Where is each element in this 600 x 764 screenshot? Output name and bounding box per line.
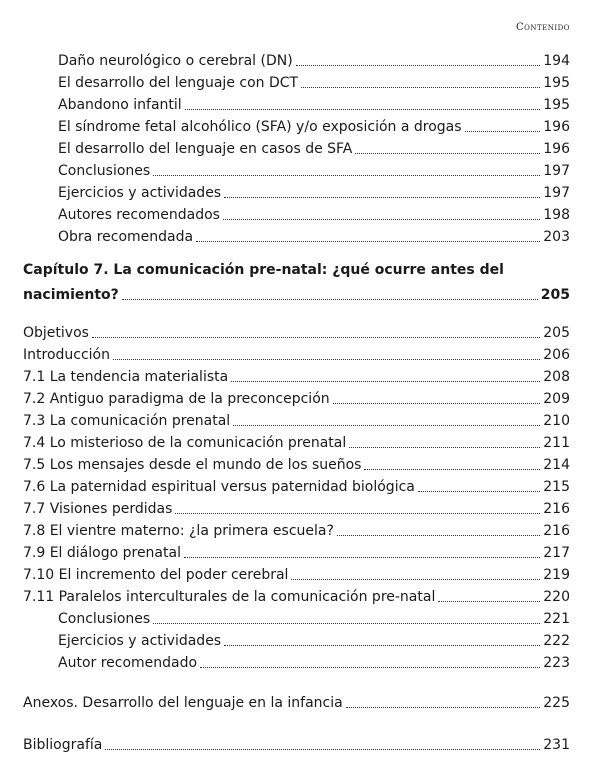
toc-entry-page: 206 xyxy=(543,347,570,363)
dot-leader xyxy=(200,667,540,668)
toc-entry[interactable] xyxy=(58,114,570,136)
toc-entry-page: 205 xyxy=(540,287,570,303)
toc-entry-page: 203 xyxy=(543,229,570,245)
toc-entry[interactable] xyxy=(58,92,570,114)
toc-entry-title: 7.9 El diálogo prenatal xyxy=(23,545,181,561)
toc-entry-title: 7.7 Visiones perdidas xyxy=(23,501,173,517)
toc-entry[interactable] xyxy=(23,540,570,562)
toc-entry-title: Ejercicios y actividades xyxy=(58,633,222,649)
toc-entry-page: 219 xyxy=(543,567,570,583)
dot-leader xyxy=(184,557,540,558)
dot-leader xyxy=(153,175,540,176)
toc-entry[interactable] xyxy=(58,180,570,202)
toc-entry-title: Conclusiones xyxy=(58,611,151,627)
toc-entry-anexos[interactable] xyxy=(23,690,570,712)
toc-entry-title: 7.1 La tendencia materialista xyxy=(23,369,229,385)
dot-leader xyxy=(333,403,541,404)
dot-leader xyxy=(346,707,541,708)
toc-entry-page: 216 xyxy=(543,523,570,539)
dot-leader xyxy=(223,219,540,220)
toc-entry-page: 211 xyxy=(543,435,570,451)
dot-leader xyxy=(224,197,540,198)
toc-entry-page: 209 xyxy=(543,391,570,407)
toc-entry[interactable] xyxy=(23,452,570,474)
toc-entry-page: 196 xyxy=(543,119,570,135)
toc-entry-page: 220 xyxy=(543,589,570,605)
toc-entry-page: 225 xyxy=(543,695,570,711)
dot-leader xyxy=(196,241,540,242)
toc-entry-title: 7.5 Los mensajes desde el mundo de los sueños xyxy=(23,457,362,473)
dot-leader xyxy=(337,535,540,536)
toc-entry[interactable] xyxy=(58,628,570,650)
dot-leader xyxy=(105,749,540,750)
toc-entry-page: 221 xyxy=(543,611,570,627)
toc-entry-title: 7.3 La comunicación prenatal xyxy=(23,413,231,429)
dot-leader xyxy=(185,109,541,110)
dot-leader xyxy=(364,469,540,470)
toc-entry-title: 7.11 Paralelos interculturales de la comunicación pre-natal xyxy=(23,589,436,605)
dot-leader xyxy=(291,579,540,580)
toc-entry-page: 197 xyxy=(543,185,570,201)
dot-leader xyxy=(113,359,540,360)
toc-entry-page: 208 xyxy=(543,369,570,385)
toc-entry-title: nacimiento? xyxy=(23,287,119,303)
toc-entry[interactable] xyxy=(58,70,570,92)
chapter-heading[interactable]: Capítulo 7. La comunicación pre-natal: ¿qué ocurre antes del xyxy=(23,262,504,278)
toc-entry-bibliografia[interactable] xyxy=(23,732,570,754)
toc-entry-page: 195 xyxy=(543,75,570,91)
toc-entry-title: Anexos. Desarrollo del lenguaje en la infancia xyxy=(23,695,343,711)
toc-entry-title: Ejercicios y actividades xyxy=(58,185,222,201)
toc-entry[interactable] xyxy=(58,136,570,158)
toc-entry-title: El desarrollo del lenguaje en casos de SFA xyxy=(58,141,353,157)
toc-entry-page: 222 xyxy=(543,633,570,649)
toc-entry[interactable] xyxy=(58,202,570,224)
toc-entry-title: Obra recomendada xyxy=(58,229,194,245)
toc-entry-page: 198 xyxy=(543,207,570,223)
dot-leader xyxy=(296,65,541,66)
toc-entry-page: 197 xyxy=(543,163,570,179)
toc-entry-title: 7.2 Antiguo paradigma de la preconcepción xyxy=(23,391,330,407)
toc-entry[interactable] xyxy=(58,606,570,628)
toc-entry-title: El desarrollo del lenguaje con DCT xyxy=(58,75,299,91)
toc-entry-page: 205 xyxy=(543,325,570,341)
dot-leader xyxy=(349,447,540,448)
dot-leader xyxy=(301,87,540,88)
toc-entry[interactable] xyxy=(58,650,570,672)
toc-entry-page: 217 xyxy=(543,545,570,561)
toc-entry[interactable] xyxy=(58,224,570,246)
running-header: Contenido xyxy=(515,22,570,33)
toc-entry-page: 194 xyxy=(543,53,570,69)
toc-entry-page: 214 xyxy=(543,457,570,473)
dot-leader xyxy=(231,381,540,382)
toc-entry-title: Introducción xyxy=(23,347,110,363)
toc-entry-title: Autor recomendado xyxy=(58,655,198,671)
toc-entry[interactable] xyxy=(23,386,570,408)
toc-entry-title: Bibliografía xyxy=(23,737,103,753)
dot-leader xyxy=(153,623,540,624)
toc-entry-page: 216 xyxy=(543,501,570,517)
dot-leader xyxy=(465,131,541,132)
toc-entry[interactable] xyxy=(23,342,570,364)
toc-entry-title: 7.10 El incremento del poder cerebral xyxy=(23,567,289,583)
toc-entry[interactable] xyxy=(23,430,570,452)
dot-leader xyxy=(224,645,540,646)
toc-entry-page: 196 xyxy=(543,141,570,157)
toc-entry-title: Autores recomendados xyxy=(58,207,220,223)
toc-entry[interactable] xyxy=(23,408,570,430)
toc-entry[interactable] xyxy=(23,562,570,584)
toc-entry[interactable] xyxy=(23,320,570,342)
toc-entry-page: 210 xyxy=(543,413,570,429)
dot-leader xyxy=(175,513,540,514)
dot-leader xyxy=(233,425,540,426)
toc-entry-title: 7.4 Lo misterioso de la comunicación prenatal xyxy=(23,435,347,451)
toc-entry-page: 195 xyxy=(543,97,570,113)
toc-entry-title: 7.8 El vientre materno: ¿la primera escuela? xyxy=(23,523,334,539)
toc-entry-page: 231 xyxy=(543,737,570,753)
toc-entry-page: 223 xyxy=(543,655,570,671)
toc-entry-title: Daño neurológico o cerebral (DN) xyxy=(58,53,293,69)
toc-entry[interactable] xyxy=(23,496,570,518)
toc-entry[interactable] xyxy=(23,518,570,540)
toc-entry[interactable] xyxy=(58,158,570,180)
dot-leader xyxy=(92,337,540,338)
toc-entry-title: 7.6 La paternidad espiritual versus paternidad biológica xyxy=(23,479,415,495)
dot-leader xyxy=(355,153,540,154)
dot-leader xyxy=(438,601,540,602)
toc-entry[interactable] xyxy=(23,364,570,386)
toc-entry-title: El síndrome fetal alcohólico (SFA) y/o exposición a drogas xyxy=(58,119,462,135)
toc-entry[interactable] xyxy=(58,48,570,70)
toc-entry-title: Objetivos xyxy=(23,325,89,341)
toc-entry-page: 215 xyxy=(543,479,570,495)
toc-entry[interactable] xyxy=(23,474,570,496)
toc-entry-title: Abandono infantil xyxy=(58,97,182,113)
dot-leader xyxy=(418,491,540,492)
toc-entry[interactable] xyxy=(23,584,570,606)
dot-leader xyxy=(122,299,538,300)
toc-entry-title: Conclusiones xyxy=(58,163,151,179)
chapter-heading-line2[interactable] xyxy=(23,282,570,304)
